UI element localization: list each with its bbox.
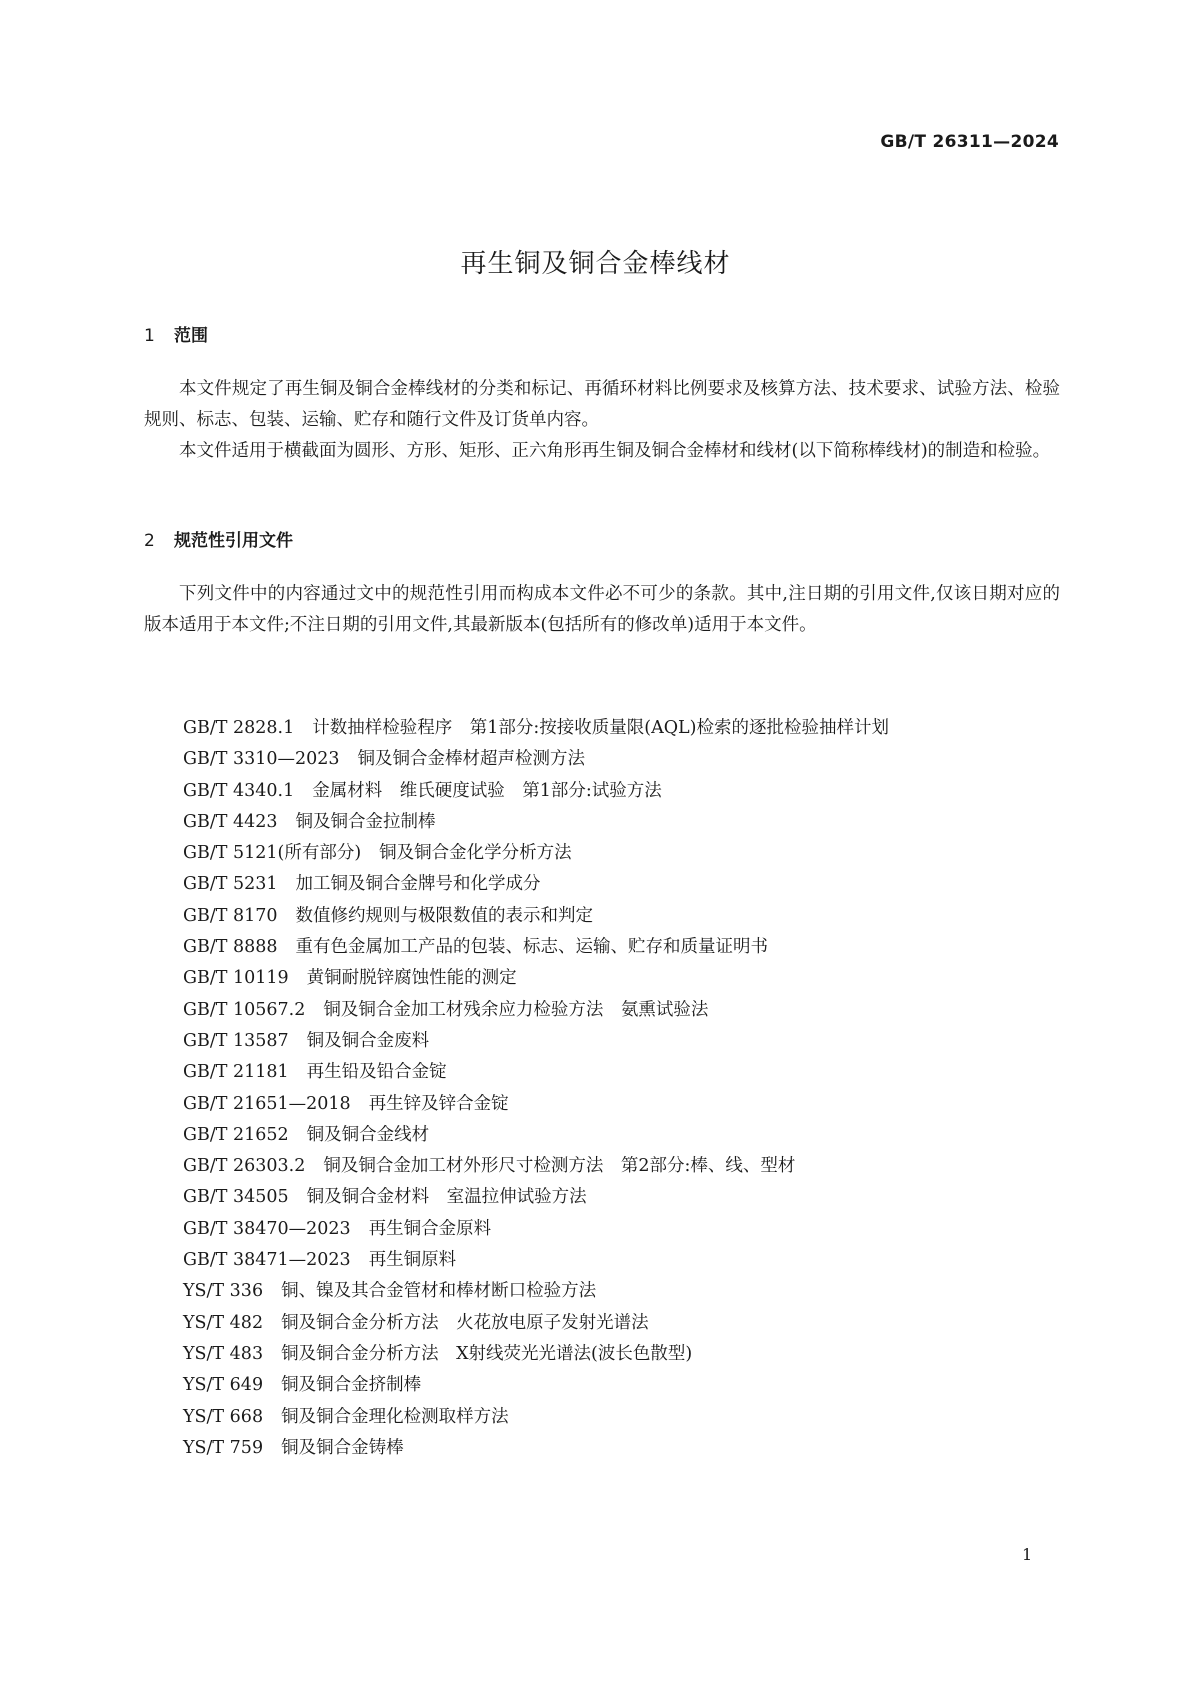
reference-code: GB/T 8888 xyxy=(183,937,278,958)
reference-code: GB/T 26303.2 xyxy=(183,1156,306,1177)
reference-title: 计数抽样检验程序 第1部分:按接收质量限(AQL)检索的逐批检验抽样计划 xyxy=(312,718,890,738)
section-title: 范围 xyxy=(174,326,208,346)
reference-title: 铜及铜合金化学分析方法 xyxy=(379,843,572,864)
reference-item xyxy=(183,838,889,869)
reference-code: YS/T 649 xyxy=(183,1375,264,1396)
reference-code: YS/T 759 xyxy=(183,1437,264,1458)
reference-title: 再生铜原料 xyxy=(368,1250,457,1271)
reference-title: 铜及铜合金分析方法 火花放电原子发射光谱法 xyxy=(281,1312,649,1333)
reference-title: 铜及铜合金挤制棒 xyxy=(281,1375,422,1396)
reference-code: GB/T 3310—2023 xyxy=(183,749,340,770)
reference-item xyxy=(183,901,889,932)
reference-title: 铜及铜合金加工材残余应力检验方法 氨熏试验法 xyxy=(323,999,709,1020)
reference-title: 加工铜及铜合金牌号和化学成分 xyxy=(295,874,541,895)
reference-item xyxy=(183,995,889,1026)
reference-title: 重有色金属加工产品的包装、标志、运输、贮存和质量证明书 xyxy=(295,937,769,958)
page-number: 1 xyxy=(1022,1545,1033,1564)
reference-item xyxy=(183,1370,889,1401)
reference-item xyxy=(183,1182,889,1213)
reference-code: GB/T 38471—2023 xyxy=(183,1250,351,1271)
reference-item xyxy=(183,744,889,775)
reference-item xyxy=(183,713,889,744)
reference-code: GB/T 5231 xyxy=(183,874,278,895)
reference-item xyxy=(183,1026,889,1057)
reference-item xyxy=(183,1151,889,1182)
reference-title: 铜及铜合金材料 室温拉伸试验方法 xyxy=(306,1187,587,1208)
reference-code: YS/T 668 xyxy=(183,1406,264,1427)
reference-code: YS/T 483 xyxy=(183,1343,264,1364)
reference-title: 铜及铜合金线材 xyxy=(306,1124,430,1145)
reference-code: GB/T 38470—2023 xyxy=(183,1218,351,1239)
scope-paragraph-2: 本文件适用于横截面为圆形、方形、矩形、正六角形再生铜及铜合金棒材和线材(以下简称棒线材)的制造和检验。 xyxy=(179,441,1051,461)
section-number: 1 xyxy=(144,326,155,346)
scope-paragraph-1: 本文件规定了再生铜及铜合金棒线材的分类和标记、再循环材料比例要求及核算方法、技术要求、试验方法、检验规则、标志、包装、运输、贮存和随行文件及订货单内容。 xyxy=(144,379,1060,430)
reference-title: 铜及铜合金废料 xyxy=(306,1030,430,1051)
section-number: 2 xyxy=(144,531,155,551)
reference-title: 金属材料 维氏硬度试验 第1部分:试验方法 xyxy=(312,780,662,801)
reference-code: GB/T 13587 xyxy=(183,1030,289,1051)
reference-code: GB/T 8170 xyxy=(183,905,278,926)
references-intro-paragraph: 下列文件中的内容通过文中的规范性引用而构成本文件必不可少的条款。其中,注日期的引用文件,仅该日期对应的版本适用于本文件;不注日期的引用文件,其最新版本(包括所有的修改单)适用于本文件。 xyxy=(144,584,1060,635)
document-title: 再生铜及铜合金棒线材 xyxy=(460,249,731,279)
reference-item xyxy=(183,1402,889,1433)
reference-title: 再生锌及锌合金锭 xyxy=(368,1093,509,1114)
reference-code: GB/T 2828.1 xyxy=(183,718,295,738)
reference-item xyxy=(183,963,889,994)
reference-item xyxy=(183,1308,889,1339)
reference-title: 铜及铜合金分析方法 X射线荧光光谱法(波长色散型) xyxy=(281,1343,693,1364)
reference-code: GB/T 4340.1 xyxy=(183,780,295,801)
reference-item xyxy=(183,776,889,807)
reference-code: YS/T 482 xyxy=(183,1312,264,1333)
reference-item xyxy=(183,932,889,963)
section-heading-scope xyxy=(144,321,208,346)
reference-list xyxy=(183,713,889,1464)
reference-item xyxy=(183,1057,889,1088)
reference-item xyxy=(183,869,889,900)
reference-item xyxy=(183,1433,889,1464)
reference-item xyxy=(183,1339,889,1370)
reference-title: 铜及铜合金铸棒 xyxy=(281,1437,404,1458)
reference-item xyxy=(183,1214,889,1245)
section-title: 规范性引用文件 xyxy=(174,531,293,551)
reference-code: GB/T 5121(所有部分) xyxy=(183,843,362,864)
reference-title: 再生铜合金原料 xyxy=(368,1218,492,1239)
reference-title: 铜及铜合金理化检测取样方法 xyxy=(281,1406,509,1427)
reference-title: 铜、镍及其合金管材和棒材断口检验方法 xyxy=(281,1281,597,1302)
reference-code: GB/T 10119 xyxy=(183,968,289,989)
reference-title: 数值修约规则与极限数值的表示和判定 xyxy=(295,905,594,926)
reference-title: 黄铜耐脱锌腐蚀性能的测定 xyxy=(306,968,517,989)
reference-code: GB/T 10567.2 xyxy=(183,999,306,1020)
reference-code: GB/T 21181 xyxy=(183,1062,289,1083)
reference-code: GB/T 4423 xyxy=(183,811,278,832)
reference-title: 铜及铜合金棒材超声检测方法 xyxy=(357,749,586,770)
reference-code: GB/T 34505 xyxy=(183,1187,289,1208)
reference-item xyxy=(183,807,889,838)
reference-item xyxy=(183,1245,889,1276)
reference-code: YS/T 336 xyxy=(183,1281,264,1302)
reference-code: GB/T 21652 xyxy=(183,1124,289,1145)
section-heading-normative-references xyxy=(144,526,293,551)
reference-title: 铜及铜合金加工材外形尺寸检测方法 第2部分:棒、线、型材 xyxy=(323,1156,796,1177)
reference-title: 再生铅及铅合金锭 xyxy=(306,1062,447,1083)
reference-code: GB/T 21651—2018 xyxy=(183,1093,351,1114)
standard-code: GB/T 26311—2024 xyxy=(880,132,1059,152)
reference-item xyxy=(183,1089,889,1120)
reference-item xyxy=(183,1120,889,1151)
reference-title: 铜及铜合金拉制棒 xyxy=(295,811,436,832)
reference-item xyxy=(183,1276,889,1307)
